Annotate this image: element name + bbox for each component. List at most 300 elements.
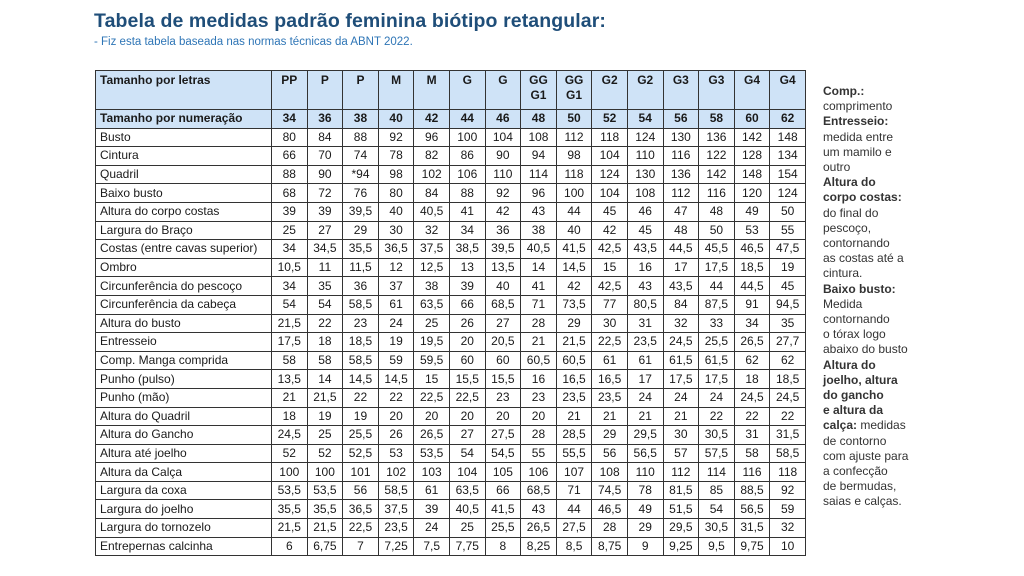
measure-value: 112 (663, 184, 699, 203)
measure-value: 39 (272, 202, 308, 221)
measure-value: 26,5 (734, 333, 770, 352)
measure-value: 31,5 (734, 519, 770, 538)
measure-value: 114 (521, 165, 557, 184)
measure-value: 106 (449, 165, 485, 184)
note-term: Entresseio: (823, 114, 889, 129)
note-text: do final do (823, 205, 879, 220)
size-number-cell: 56 (663, 110, 699, 129)
measure-value: 35,5 (343, 240, 379, 259)
measure-label: Punho (mão) (96, 388, 272, 407)
measure-value: 16 (627, 258, 663, 277)
measure-value: 101 (343, 463, 379, 482)
measure-value: 38 (414, 277, 450, 296)
table-row (96, 240, 806, 259)
measure-value: 55 (770, 221, 806, 240)
measure-label: Quadril (96, 165, 272, 184)
measure-value: 30,5 (699, 519, 735, 538)
measure-value: 46,5 (592, 500, 628, 519)
measure-value: 92 (485, 184, 521, 203)
measure-value: 68,5 (521, 481, 557, 500)
measure-value: 30 (378, 221, 414, 240)
measure-value: 18,5 (343, 333, 379, 352)
table-row (96, 277, 806, 296)
header-label-letters: Tamanho por letras (96, 71, 272, 110)
note-text: as costas até a (823, 251, 904, 266)
table-row (96, 519, 806, 538)
measure-value: 8 (485, 537, 521, 556)
measure-value: 47,5 (770, 240, 806, 259)
measure-value: 59 (378, 351, 414, 370)
measure-value: 8,5 (556, 537, 592, 556)
measure-value: 73,5 (556, 295, 592, 314)
measure-value: 136 (699, 128, 735, 147)
measure-value: 22 (343, 388, 379, 407)
measure-value: 61 (592, 351, 628, 370)
measure-value: 61,5 (663, 351, 699, 370)
size-number-cell: 54 (627, 110, 663, 129)
measure-value: 22,5 (414, 388, 450, 407)
measure-value: 60,5 (521, 351, 557, 370)
measure-value: 62 (734, 351, 770, 370)
table-row (96, 128, 806, 147)
measure-value: 23 (485, 388, 521, 407)
measure-value: 18 (272, 407, 308, 426)
measure-value: 57,5 (699, 444, 735, 463)
measure-value: 23,5 (627, 333, 663, 352)
measure-value: 8,75 (592, 537, 628, 556)
measure-value: 68,5 (485, 295, 521, 314)
measure-value: 21,5 (272, 519, 308, 538)
size-letter-cell: G2 (592, 71, 628, 110)
measure-value: 66 (272, 147, 308, 166)
measure-value: 41 (521, 277, 557, 296)
measure-value: *94 (343, 165, 379, 184)
measure-value: 10 (770, 537, 806, 556)
measure-value: 40,5 (521, 240, 557, 259)
table-row (96, 147, 806, 166)
measure-value: 53,5 (272, 481, 308, 500)
measure-value: 39 (307, 202, 343, 221)
measure-value: 7,25 (378, 537, 414, 556)
measure-value: 23 (343, 314, 379, 333)
table-row (96, 165, 806, 184)
measure-value: 53 (734, 221, 770, 240)
measure-value: 29 (627, 519, 663, 538)
measure-value: 30,5 (699, 426, 735, 445)
note-line (823, 418, 933, 433)
measure-value: 35,5 (272, 500, 308, 519)
measure-value: 68 (272, 184, 308, 203)
measure-value: 58 (734, 444, 770, 463)
table-row (96, 444, 806, 463)
measure-label: Altura da Calça (96, 463, 272, 482)
size-letter-cell: G2 (627, 71, 663, 110)
note-text: a confecção (823, 464, 888, 479)
measure-value: 24 (627, 388, 663, 407)
measure-value: 39 (414, 500, 450, 519)
measure-value: 62 (770, 351, 806, 370)
measure-value: 39 (449, 277, 485, 296)
measure-value: 44 (699, 277, 735, 296)
size-number-cell: 40 (378, 110, 414, 129)
measure-value: 104 (485, 128, 521, 147)
measure-value: 9,75 (734, 537, 770, 556)
measure-value: 13,5 (272, 370, 308, 389)
size-letter-cell: G (485, 71, 521, 110)
measure-value: 90 (485, 147, 521, 166)
measure-value: 11 (307, 258, 343, 277)
measure-value: 130 (627, 165, 663, 184)
measure-value: 37,5 (414, 240, 450, 259)
measure-value: 72 (307, 184, 343, 203)
note-text: abaixo do busto (823, 342, 908, 357)
measure-value: 56,5 (627, 444, 663, 463)
measure-value: 74,5 (592, 481, 628, 500)
size-letter-cell: P (343, 71, 379, 110)
page-title: Tabela de medidas padrão feminina biótipo retangular: (94, 10, 607, 32)
measure-value: 42 (485, 202, 521, 221)
measure-value: 21 (592, 407, 628, 426)
measure-value: 44 (556, 500, 592, 519)
table-row (96, 426, 806, 445)
measure-value: 27 (485, 314, 521, 333)
measure-value: 45,5 (699, 240, 735, 259)
measure-value: 82 (414, 147, 450, 166)
measure-value: 108 (521, 128, 557, 147)
measure-value: 59,5 (414, 351, 450, 370)
measure-value: 102 (414, 165, 450, 184)
measure-value: 22 (378, 388, 414, 407)
table-row (96, 481, 806, 500)
measure-value: 100 (272, 463, 308, 482)
measure-value: 15 (592, 258, 628, 277)
measure-value: 102 (378, 463, 414, 482)
measure-value: 148 (770, 128, 806, 147)
size-letter-cell: G4 (770, 71, 806, 110)
measure-value: 7,5 (414, 537, 450, 556)
measure-value: 30 (663, 426, 699, 445)
measure-value: 116 (699, 184, 735, 203)
measure-value: 21,5 (272, 314, 308, 333)
note-term: calça: (823, 418, 858, 433)
measure-value: 96 (521, 184, 557, 203)
size-letter-cell: GG G1 (521, 71, 557, 110)
measure-value: 28 (592, 519, 628, 538)
measure-value: 54 (699, 500, 735, 519)
measure-value: 18 (307, 333, 343, 352)
measure-value: 88 (272, 165, 308, 184)
measure-value: 57 (663, 444, 699, 463)
measure-value: 37,5 (378, 500, 414, 519)
measure-value: 71 (521, 295, 557, 314)
measure-label: Largura do tornozelo (96, 519, 272, 538)
measure-value: 21 (272, 388, 308, 407)
measure-value: 17,5 (663, 370, 699, 389)
measure-value: 38 (521, 221, 557, 240)
measure-value: 94,5 (770, 295, 806, 314)
note-text: Medida (823, 296, 863, 311)
measure-value: 22 (699, 407, 735, 426)
measure-value: 29,5 (663, 519, 699, 538)
measure-value: 20,5 (485, 333, 521, 352)
measure-value: 22 (734, 407, 770, 426)
measure-value: 20 (449, 333, 485, 352)
measure-value: 128 (734, 147, 770, 166)
measure-value: 34,5 (307, 240, 343, 259)
measure-value: 35 (770, 314, 806, 333)
size-letter-cell: GG G1 (556, 71, 592, 110)
measure-value: 29 (592, 426, 628, 445)
measure-value: 20 (449, 407, 485, 426)
measure-value: 27,7 (770, 333, 806, 352)
measure-value: 24,5 (734, 388, 770, 407)
measure-value: 88,5 (734, 481, 770, 500)
measure-value: 13,5 (485, 258, 521, 277)
measure-value: 46,5 (734, 240, 770, 259)
measure-value: 110 (627, 463, 663, 482)
measure-value: 22,5 (592, 333, 628, 352)
measure-value: 107 (556, 463, 592, 482)
size-number-cell: 52 (592, 110, 628, 129)
table-row (96, 351, 806, 370)
measure-value: 52,5 (343, 444, 379, 463)
note-text: comprimento (823, 99, 893, 114)
measure-value: 44 (556, 202, 592, 221)
measure-value: 27 (449, 426, 485, 445)
measure-value: 74 (343, 147, 379, 166)
note-term: corpo costas: (823, 190, 902, 205)
measure-value: 52 (272, 444, 308, 463)
measure-value: 142 (699, 165, 735, 184)
measure-value: 45 (592, 202, 628, 221)
measure-value: 28 (521, 314, 557, 333)
measure-label: Entresseio (96, 333, 272, 352)
table-body (96, 128, 806, 556)
measure-value: 42 (556, 277, 592, 296)
measure-value: 54 (449, 444, 485, 463)
note-text: de bermudas, (823, 479, 897, 494)
measure-value: 61,5 (699, 351, 735, 370)
measure-value: 24 (663, 388, 699, 407)
measure-value: 58,5 (770, 444, 806, 463)
measure-value: 31 (627, 314, 663, 333)
measure-value: 58,5 (343, 351, 379, 370)
measure-value: 20 (414, 407, 450, 426)
measure-value: 60,5 (556, 351, 592, 370)
note-term: Comp.: (823, 84, 865, 98)
measure-value: 52 (307, 444, 343, 463)
measure-value: 39,5 (485, 240, 521, 259)
measure-value: 39,5 (343, 202, 379, 221)
table-row (96, 295, 806, 314)
measure-label: Costas (entre cavas superior) (96, 240, 272, 259)
measure-value: 36 (343, 277, 379, 296)
measure-value: 28 (521, 426, 557, 445)
measure-value: 118 (770, 463, 806, 482)
measure-value: 76 (343, 184, 379, 203)
note-text: cintura. (823, 266, 863, 281)
measure-value: 22,5 (343, 519, 379, 538)
measure-value: 142 (734, 128, 770, 147)
measure-value: 37 (378, 277, 414, 296)
measure-value: 21,5 (307, 388, 343, 407)
measure-value: 98 (378, 165, 414, 184)
measure-label: Altura do Quadril (96, 407, 272, 426)
size-letter-cell: P (307, 71, 343, 110)
measure-value: 26 (449, 314, 485, 333)
measure-value: 91 (734, 295, 770, 314)
note-text: o tórax logo (823, 327, 886, 342)
note-text: outro (823, 160, 851, 175)
size-letter-cell: M (414, 71, 450, 110)
measure-value: 84 (414, 184, 450, 203)
measure-value: 17,5 (272, 333, 308, 352)
measure-value: 16 (521, 370, 557, 389)
measure-value: 42,5 (592, 277, 628, 296)
measure-value: 61 (414, 481, 450, 500)
measure-value: 32 (414, 221, 450, 240)
measure-value: 42,5 (592, 240, 628, 259)
measure-label: Largura da coxa (96, 481, 272, 500)
measure-value: 35 (307, 277, 343, 296)
measure-value: 100 (556, 184, 592, 203)
note-line (823, 175, 933, 190)
measure-value: 59 (770, 500, 806, 519)
measure-value: 46 (627, 202, 663, 221)
measure-value: 24,5 (272, 426, 308, 445)
note-line (823, 282, 933, 297)
measure-value: 36,5 (378, 240, 414, 259)
table-row (96, 333, 806, 352)
table-row (96, 407, 806, 426)
measure-value: 108 (592, 463, 628, 482)
measure-value: 53 (378, 444, 414, 463)
measure-value: 12 (378, 258, 414, 277)
measure-value: 124 (592, 165, 628, 184)
measure-value: 60 (449, 351, 485, 370)
measure-value: 55,5 (556, 444, 592, 463)
measure-value: 55 (521, 444, 557, 463)
measure-value: 25,5 (343, 426, 379, 445)
note-line (823, 358, 933, 373)
note-text: pescoço, (823, 220, 872, 235)
measure-value: 104 (592, 147, 628, 166)
measure-value: 36 (485, 221, 521, 240)
table-row (96, 500, 806, 519)
measure-value: 105 (485, 463, 521, 482)
table-row (96, 202, 806, 221)
measure-value: 21,5 (556, 333, 592, 352)
size-table (95, 70, 806, 556)
measure-label: Comp. Manga comprida (96, 351, 272, 370)
measure-value: 60 (485, 351, 521, 370)
note-term: do gancho (823, 388, 884, 403)
size-letter-cell: G (449, 71, 485, 110)
size-letter-cell: M (378, 71, 414, 110)
measure-value: 14 (307, 370, 343, 389)
measure-value: 41 (449, 202, 485, 221)
measure-value: 33 (699, 314, 735, 333)
measure-value: 38,5 (449, 240, 485, 259)
note-text: medida entre (823, 129, 894, 144)
measure-value: 43 (521, 202, 557, 221)
measure-value: 66 (449, 295, 485, 314)
measure-value: 104 (449, 463, 485, 482)
measure-value: 12,5 (414, 258, 450, 277)
measure-value: 63,5 (414, 295, 450, 314)
note-text: um mamilo e (823, 144, 892, 159)
measure-value: 84 (307, 128, 343, 147)
measure-value: 54,5 (485, 444, 521, 463)
note-text: de contorno (823, 433, 887, 448)
measure-value: 22 (770, 407, 806, 426)
measure-value: 23 (521, 388, 557, 407)
table-row (96, 184, 806, 203)
table-row (96, 314, 806, 333)
note-line (823, 190, 933, 205)
measure-value: 29 (556, 314, 592, 333)
measure-value: 78 (627, 481, 663, 500)
measure-value: 80,5 (627, 295, 663, 314)
measure-label: Ombro (96, 258, 272, 277)
measure-value: 22 (307, 314, 343, 333)
measure-value: 21 (663, 407, 699, 426)
measure-value: 19 (378, 333, 414, 352)
measure-value: 9,25 (663, 537, 699, 556)
measure-value: 136 (663, 165, 699, 184)
measure-value: 106 (521, 463, 557, 482)
measure-value: 122 (699, 147, 735, 166)
measure-value: 88 (449, 184, 485, 203)
size-number-cell: 60 (734, 110, 770, 129)
measure-value: 19,5 (414, 333, 450, 352)
size-number-cell: 38 (343, 110, 379, 129)
measure-label: Largura do joelho (96, 500, 272, 519)
measure-value: 84 (663, 295, 699, 314)
measure-value: 24,5 (663, 333, 699, 352)
measure-value: 116 (663, 147, 699, 166)
measure-value: 130 (663, 128, 699, 147)
measure-value: 23,5 (556, 388, 592, 407)
note-text: contornando (823, 236, 890, 251)
measure-value: 40 (556, 221, 592, 240)
size-number-cell: 58 (699, 110, 735, 129)
header-label-numbers: Tamanho por numeração (96, 110, 272, 129)
measure-value: 40,5 (414, 202, 450, 221)
measure-value: 25 (307, 426, 343, 445)
measure-value: 47 (663, 202, 699, 221)
measure-value: 43 (521, 500, 557, 519)
measure-value: 29 (343, 221, 379, 240)
measure-value: 17 (627, 370, 663, 389)
measure-value: 6,75 (307, 537, 343, 556)
measure-value: 124 (627, 128, 663, 147)
measure-value: 21 (521, 333, 557, 352)
measure-value: 48 (663, 221, 699, 240)
measure-value: 18,5 (770, 370, 806, 389)
measure-value: 48 (699, 202, 735, 221)
measure-value: 53,5 (307, 481, 343, 500)
measure-value: 17,5 (699, 370, 735, 389)
measure-value: 31 (734, 426, 770, 445)
measure-label: Altura até joelho (96, 444, 272, 463)
measure-value: 108 (627, 184, 663, 203)
size-number-cell: 42 (414, 110, 450, 129)
measure-value: 18 (734, 370, 770, 389)
measure-value: 112 (556, 128, 592, 147)
measure-value: 43,5 (627, 240, 663, 259)
note-text: com ajuste para (823, 448, 909, 463)
